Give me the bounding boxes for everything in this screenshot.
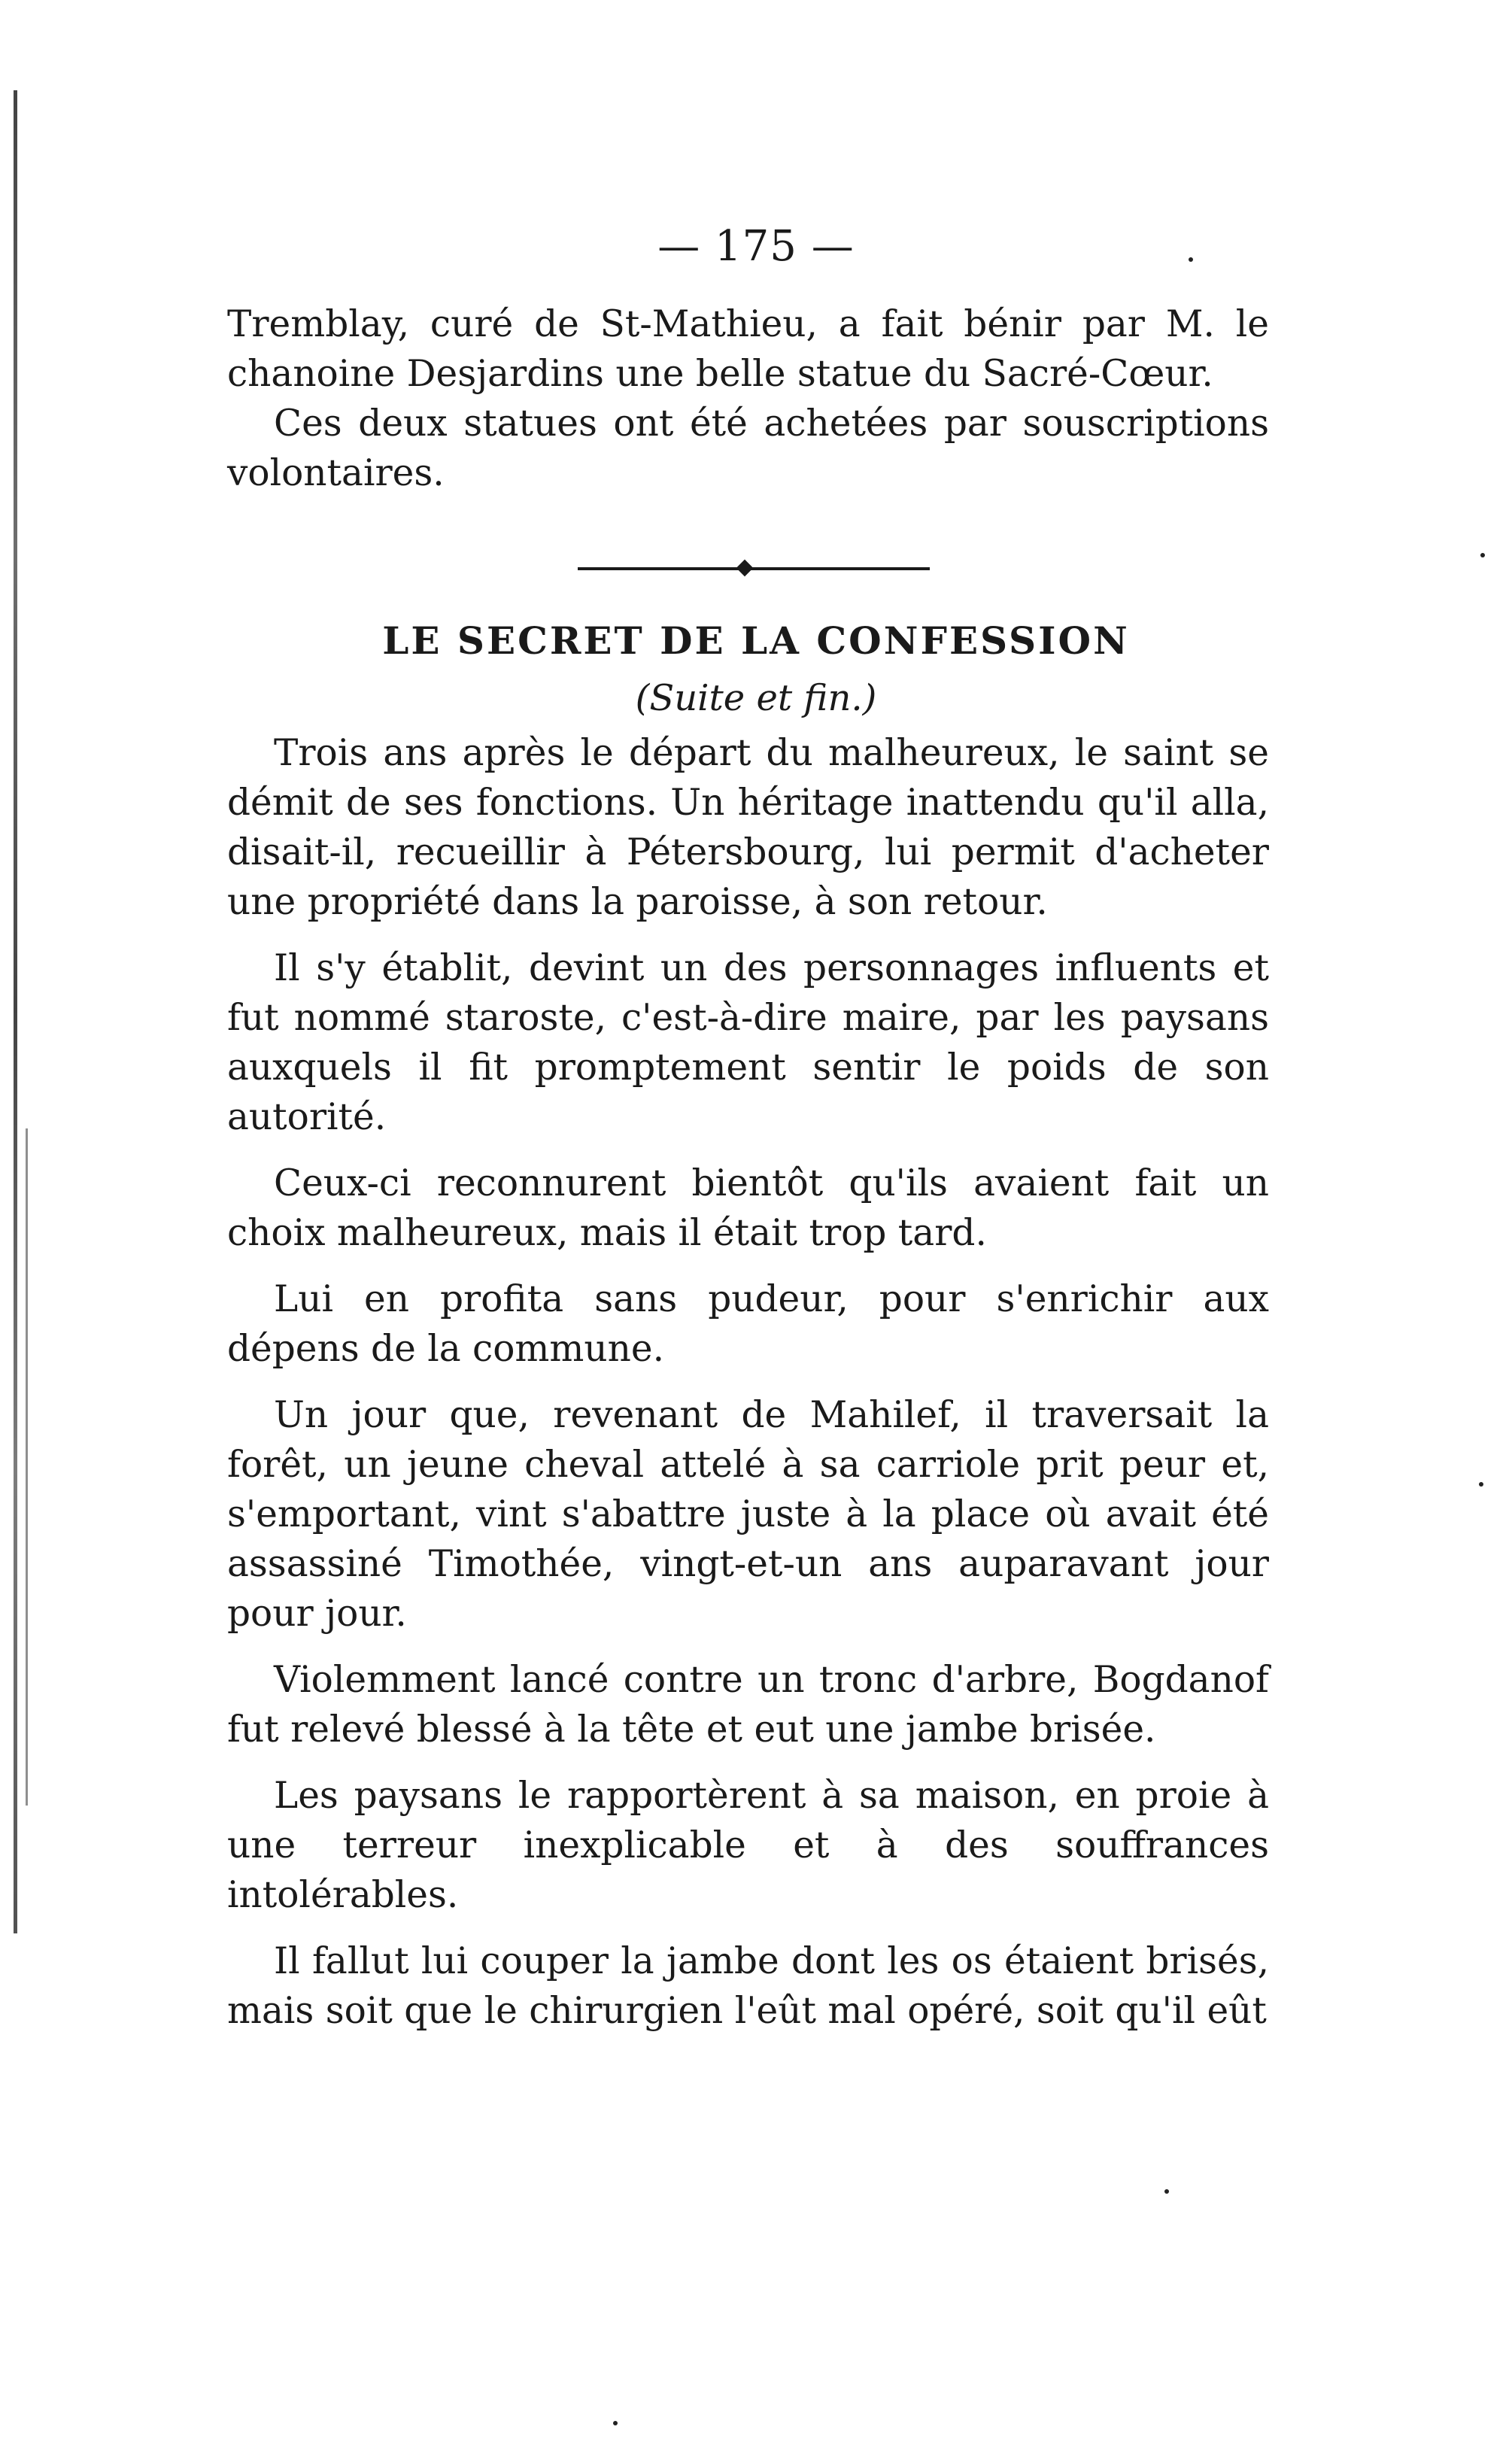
body-text xyxy=(227,728,1269,2036)
print-speck xyxy=(1164,2189,1169,2194)
paragraph: Lui en profita sans pudeur, pour s'enrichir aux dépens de la commune. xyxy=(227,1278,1269,1370)
section-title: LE SECRET DE LA CONFESSION xyxy=(382,618,1130,663)
paragraph: Un jour que, revenant de Mahilef, il traversait la forêt, un jeune cheval attelé à sa carriole prit peur et, s'emportant, vint s'abattre juste à la place où avait été assassiné Timothée, vingt-et-un ans auparavant jour pour jour. xyxy=(227,1394,1269,1635)
paragraph: Ceux-ci reconnurent bientôt qu'ils avaient fait un choix malheureux, mais il était trop tard. xyxy=(227,1162,1269,1254)
page-number: — 175 — xyxy=(657,222,855,271)
intro-text xyxy=(227,299,1269,498)
page-binding-edge xyxy=(14,90,17,1933)
paragraph: Trois ans après le départ du malheureux, le saint se démit de ses fonctions. Un héritage inattendu qu'il alla, disait-il, recueillir à Pétersbourg, lui permit d'acheter une propriété dans la paroisse, à son retour. xyxy=(227,732,1269,923)
paragraph: Tremblay, curé de St-Mathieu, a fait bénir par M. le chanoine Desjardins une belle statue du Sacré-Cœur. xyxy=(227,303,1269,395)
divider-ornament-icon xyxy=(736,560,754,577)
section-subtitle: (Suite et fin.) xyxy=(635,677,877,719)
paragraph: Les paysans le rapportèrent à sa maison, en proie à une terreur inexplicable et à des souffrances intolérables. xyxy=(227,1775,1269,1916)
paragraph: Il s'y établit, devint un des personnages influents et fut nommé staroste, c'est-à-dire maire, par les paysans auxquels il fit promptement sentir le poids de son autorité. xyxy=(227,947,1269,1138)
paragraph: Ces deux statues ont été achetées par souscriptions volontaires. xyxy=(227,402,1269,494)
print-speck xyxy=(613,2421,618,2425)
paragraph: Il fallut lui couper la jambe dont les os étaient brisés, mais soit que le chirurgien l'eût mal opéré, soit qu'il eût xyxy=(227,1940,1269,2032)
section-divider xyxy=(578,567,930,570)
paragraph: Violemment lancé contre un tronc d'arbre, Bogdanof fut relevé blessé à la tête et eut une jambe brisée. xyxy=(227,1659,1269,1751)
page-binding-shadow xyxy=(26,1128,28,1806)
print-speck xyxy=(1479,1482,1483,1487)
print-speck xyxy=(1480,553,1485,557)
